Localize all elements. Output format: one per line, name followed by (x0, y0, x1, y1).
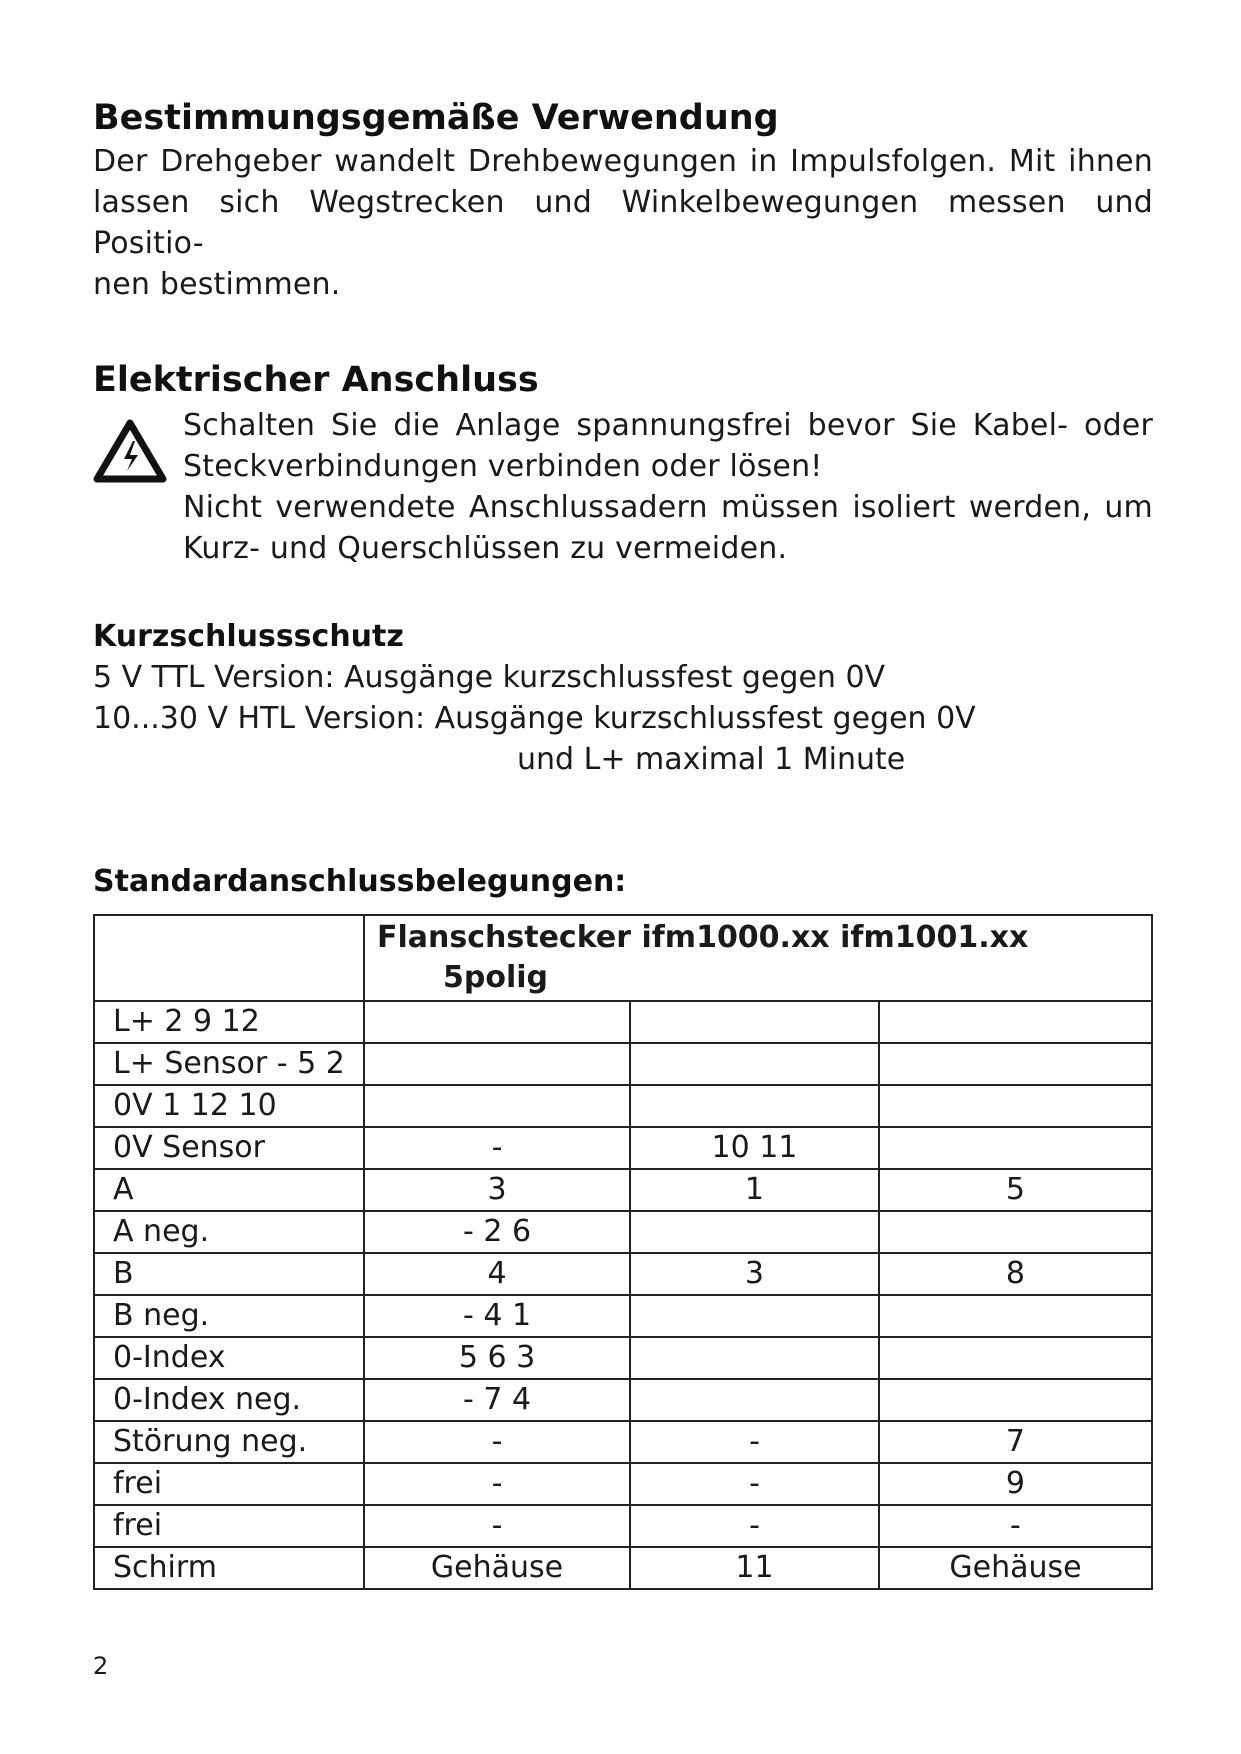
section-pin-assignment (93, 862, 1153, 1590)
signal-name-cell: 0-Index neg. (94, 1379, 364, 1421)
subsection-heading: Standardanschlussbelegungen: (93, 864, 627, 899)
table-row (94, 1505, 1152, 1547)
signal-name-cell: B neg. (94, 1295, 364, 1337)
pin-cell: Gehäuse (364, 1547, 630, 1589)
pin-cell: 5 (879, 1169, 1152, 1211)
signal-name-cell: 0-Index (94, 1337, 364, 1379)
pin-cell (879, 1211, 1152, 1253)
page-number: 2 (93, 1652, 109, 1680)
signal-name-cell: Störung neg. (94, 1421, 364, 1463)
table-row (94, 1379, 1152, 1421)
section-heading: Elektrischer Anschluss (93, 360, 539, 400)
pin-cell: - (879, 1505, 1152, 1547)
table-row (94, 1127, 1152, 1169)
pin-cell: 11 (630, 1547, 879, 1589)
text-line: 5 V TTL Version: Ausgänge kurzschlussfest gegen 0V (93, 660, 886, 695)
table-header-row (94, 915, 1152, 1001)
section-short-circuit-protection (93, 617, 1153, 780)
pin-cell (879, 1127, 1152, 1169)
signal-name-cell: frei (94, 1505, 364, 1547)
signal-name-cell: L+ Sensor - 5 2 (94, 1043, 364, 1085)
warning-text (183, 405, 1153, 569)
pin-cell (879, 1043, 1152, 1085)
table-row (94, 1547, 1152, 1589)
signal-name-cell: 0V 1 12 10 (94, 1085, 364, 1127)
pin-cell (630, 1295, 879, 1337)
warning-line: Schalten Sie die Anlage spannungsfrei bevor Sie Kabel- oder (183, 408, 1153, 443)
pin-cell (879, 1379, 1152, 1421)
pin-cell: - (630, 1505, 879, 1547)
table-row (94, 1085, 1152, 1127)
table-row (94, 1337, 1152, 1379)
pin-cell: - 4 1 (364, 1295, 630, 1337)
header-flange-connector: Flanschstecker (377, 920, 632, 955)
paragraph-line: Der Drehgeber wandelt Drehbewegungen in Impulsfolgen. Mit ihnen (93, 144, 1153, 179)
high-voltage-warning-icon (93, 419, 167, 483)
pin-cell (879, 1337, 1152, 1379)
pin-cell (630, 1085, 879, 1127)
header-cell-connectors (364, 915, 1152, 1001)
pin-cell (879, 1295, 1152, 1337)
pin-cell: 5 6 3 (364, 1337, 630, 1379)
pin-cell (364, 1085, 630, 1127)
table-row (94, 1001, 1152, 1043)
section-intended-use (93, 95, 1153, 305)
text-line: und L+ maximal 1 Minute (517, 742, 906, 777)
pin-cell (879, 1085, 1152, 1127)
pin-cell: - 7 4 (364, 1379, 630, 1421)
pin-cell (630, 1043, 879, 1085)
pin-cell (364, 1001, 630, 1043)
warning-block (93, 405, 1153, 569)
signal-name-cell: Schirm (94, 1547, 364, 1589)
paragraph-line: lassen sich Wegstrecken und Winkelbewegungen messen und Positio- (93, 185, 1153, 261)
pin-cell: 1 (630, 1169, 879, 1211)
pin-cell: 3 (630, 1253, 879, 1295)
pin-cell (364, 1043, 630, 1085)
table-row (94, 1169, 1152, 1211)
pin-cell: 3 (364, 1169, 630, 1211)
signal-name-cell: B (94, 1253, 364, 1295)
signal-name-cell: A (94, 1169, 364, 1211)
pin-cell: 10 11 (630, 1127, 879, 1169)
pin-cell: Gehäuse (879, 1547, 1152, 1589)
pin-cell: 8 (879, 1253, 1152, 1295)
table-row (94, 1043, 1152, 1085)
section-heading: Bestimmungsgemäße Verwendung (93, 98, 779, 138)
table-row (94, 1463, 1152, 1505)
pin-cell: 4 (364, 1253, 630, 1295)
pin-cell (879, 1001, 1152, 1043)
pin-cell: - (630, 1463, 879, 1505)
pin-cell (630, 1379, 879, 1421)
header-ifm1001: ifm1001.xx (840, 920, 1029, 955)
header-cell-empty (94, 915, 364, 1001)
signal-name-cell: A neg. (94, 1211, 364, 1253)
pin-assignment-table (93, 914, 1153, 1590)
table-row (94, 1421, 1152, 1463)
table-row (94, 1253, 1152, 1295)
pin-cell: 7 (879, 1421, 1152, 1463)
pin-cell (630, 1211, 879, 1253)
pin-cell (630, 1001, 879, 1043)
warning-line: Nicht verwendete Anschlussadern müssen isoliert werden, um (183, 490, 1153, 525)
pin-cell (630, 1337, 879, 1379)
pin-cell: - (364, 1505, 630, 1547)
signal-name-cell: frei (94, 1463, 364, 1505)
table-body (94, 1001, 1152, 1589)
pin-cell: - (364, 1421, 630, 1463)
pin-cell: - (364, 1463, 630, 1505)
table-row (94, 1295, 1152, 1337)
subsection-heading: Kurzschlussschutz (93, 619, 404, 654)
header-ifm1000: ifm1000.xx (641, 920, 830, 955)
table-row (94, 1211, 1152, 1253)
warning-line: Kurz- und Querschlüssen zu vermeiden. (183, 531, 788, 566)
signal-name-cell: L+ 2 9 12 (94, 1001, 364, 1043)
header-flange-connector-sub: 5polig (443, 960, 549, 995)
pin-cell: - (364, 1127, 630, 1169)
warning-line: Steckverbindungen verbinden oder lösen! (183, 449, 823, 484)
paragraph-line: nen bestimmen. (93, 267, 341, 302)
pin-cell: - 2 6 (364, 1211, 630, 1253)
text-line: 10...30 V HTL Version: Ausgänge kurzschlussfest gegen 0V (93, 701, 976, 736)
signal-name-cell: 0V Sensor (94, 1127, 364, 1169)
section-electrical-connection (93, 357, 1153, 569)
pin-cell: - (630, 1421, 879, 1463)
pin-cell: 9 (879, 1463, 1152, 1505)
